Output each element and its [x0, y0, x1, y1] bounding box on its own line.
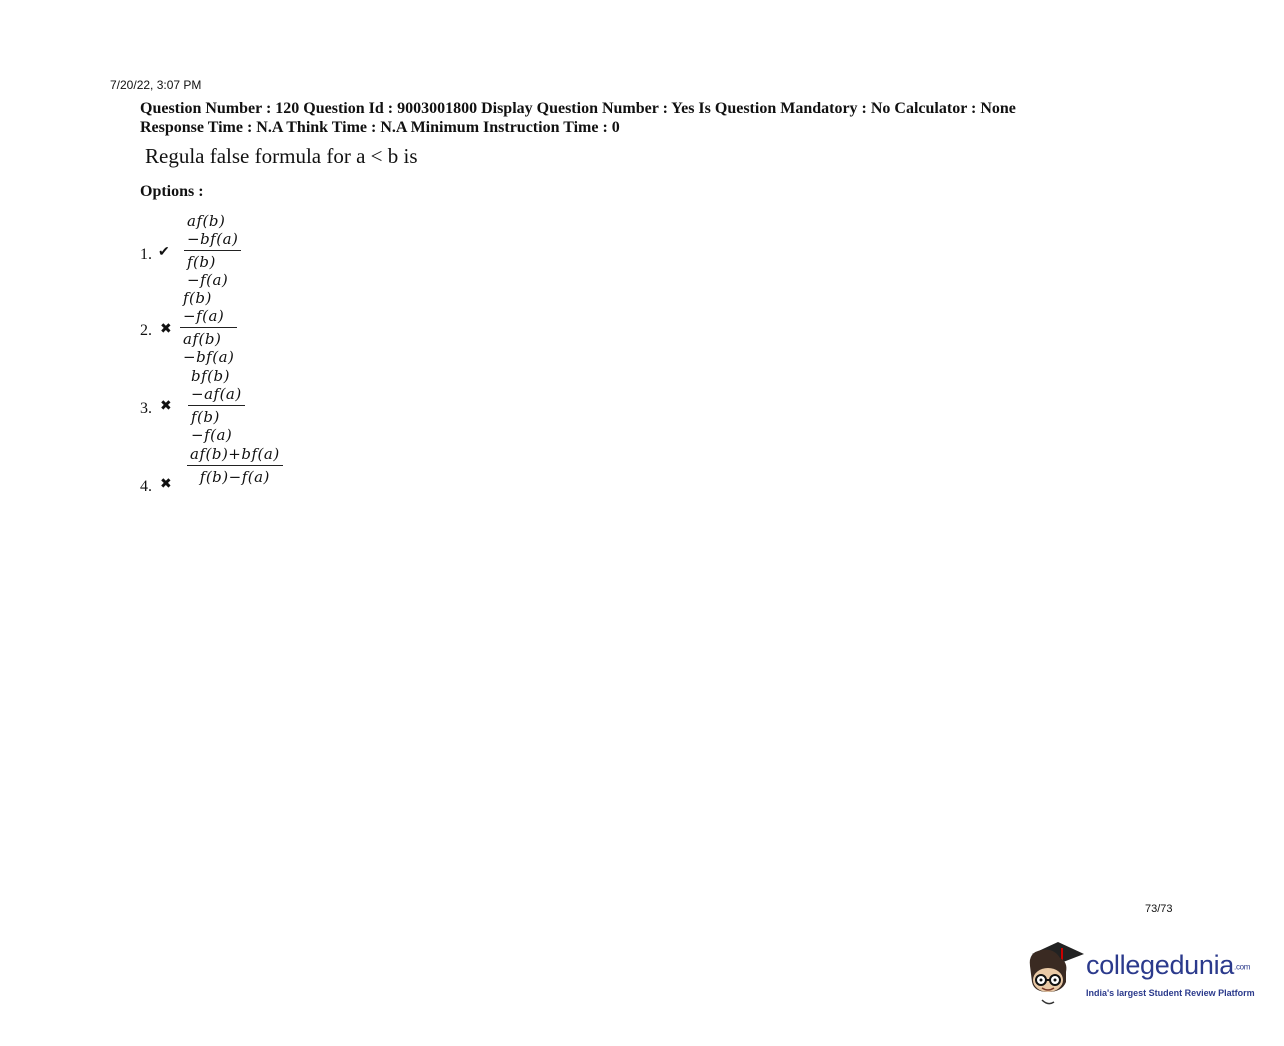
- option-number: 3.: [140, 400, 152, 417]
- option-number: 1.: [140, 246, 152, 263]
- cross-icon: ✖: [160, 399, 172, 414]
- option-formula: [180, 289, 237, 366]
- formula-denominator: f(b)−f(a): [191, 408, 233, 444]
- options-label: Options :: [140, 183, 204, 200]
- formula-denominator: f(b)−f(a): [199, 468, 270, 486]
- formula-denominator: f(b)−f(a): [187, 253, 229, 289]
- cross-icon: ✖: [160, 322, 172, 337]
- cross-icon: ✖: [160, 477, 172, 492]
- print-timestamp: 7/20/22, 3:07 PM: [110, 78, 202, 92]
- brand-suffix: .com: [1234, 962, 1251, 972]
- option-number: 2.: [140, 322, 152, 339]
- option-formula: [188, 367, 245, 444]
- check-icon: ✔: [158, 245, 170, 260]
- formula-numerator: bf(b)−af(a): [188, 367, 245, 406]
- formula-numerator: f(b)−f(a): [180, 289, 237, 328]
- formula-numerator: af(b)−bf(a): [184, 212, 241, 251]
- option-formula: [187, 445, 283, 486]
- question-text: Regula false formula for a < b is: [145, 144, 418, 168]
- metadata-line-2: Response Time : N.A Think Time : N.A Minimum Instruction Time : 0: [140, 119, 620, 136]
- option-number: 4.: [140, 478, 152, 495]
- brand-tagline: India's largest Student Review Platform: [1086, 988, 1255, 998]
- metadata-line-1: Question Number : 120 Question Id : 9003001800 Display Question Number : Yes Is Question Mandatory : No Calculator : None: [140, 100, 1016, 117]
- question-metadata: [140, 99, 1016, 137]
- formula-numerator: af(b)+bf(a): [187, 445, 283, 466]
- formula-denominator: af(b)−bf(a): [183, 330, 235, 366]
- collegedunia-logo: [1022, 938, 1262, 1018]
- brand-name: collegedunia.com: [1086, 950, 1251, 980]
- option-formula: [184, 212, 241, 289]
- page-number: 73/73: [1145, 903, 1173, 915]
- mascot-icon: [1022, 938, 1084, 1010]
